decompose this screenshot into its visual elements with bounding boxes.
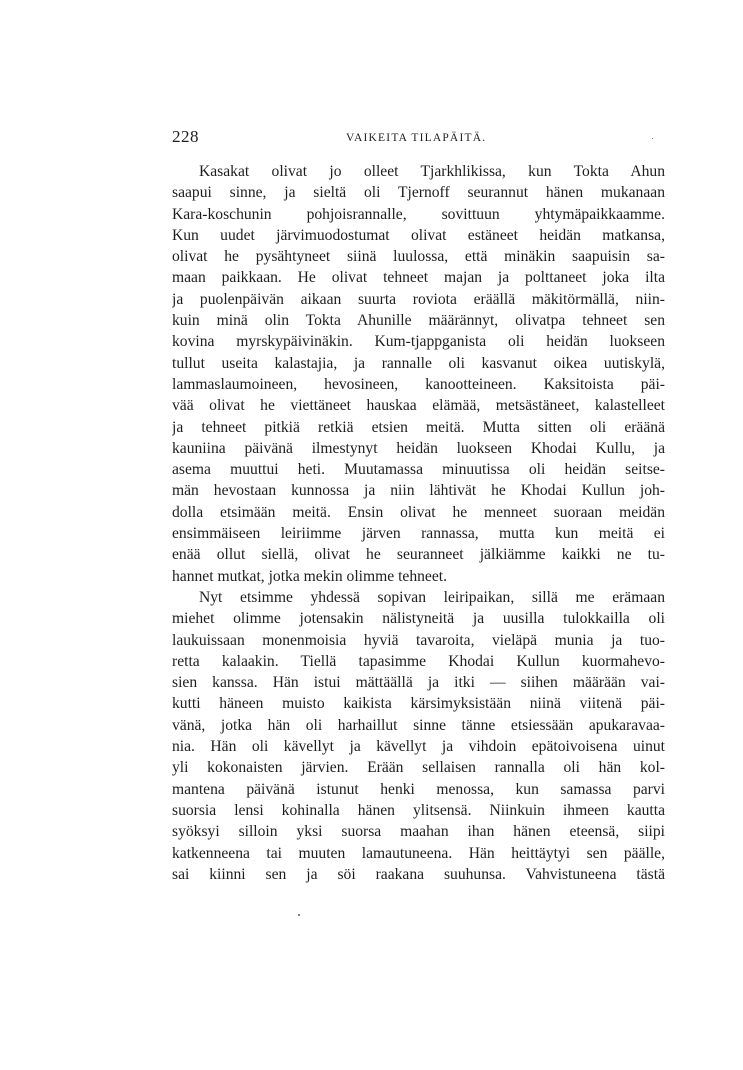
print-speck	[652, 138, 653, 139]
page-number: 228	[172, 127, 199, 146]
text-line: Nyt etsimme yhdessä sopivan leiripaikan, sillä me erämaan	[199, 588, 665, 606]
text-line: suorsia lensi kohinalla hänen ylitsensä. Niinkuin ihmeen kautta	[172, 801, 665, 819]
text-line: saapui sinne, ja sieltä oli Tjernoff seurannut hänen mukanaan	[172, 184, 665, 202]
text-line: lammaslaumoineen, hevosineen, kanootteineen. Kaksitoista päi-	[172, 375, 665, 393]
text-line: Kara-koschunin pohjoisrannalle, sovittuun yhtymäpaikkaamme.	[172, 205, 665, 223]
text-line: mantena päivänä istunut henki menossa, kun samassa parvi	[172, 780, 665, 798]
text-line: retta kalaakin. Tiellä tapasimme Khodai Kullun kuormahevo-	[172, 652, 665, 670]
text-line: vää olivat he viettäneet hauskaa elämää, metsästäneet, kalastelleet	[172, 397, 665, 415]
text-line: sien kanssa. Hän istui mättäällä ja itki — siihen määrään vai-	[172, 674, 665, 692]
text-line: män hevostaan kunnossa ja niin lähtivät he Khodai Kullun joh-	[172, 482, 665, 500]
text-line: ja puolenpäivän aikaan suurta roviota eräällä mäkitörmällä, niin-	[172, 290, 665, 308]
text-line: asema muuttui heti. Muutamassa minuutissa oli heidän seitse-	[172, 461, 665, 479]
print-speck	[298, 914, 300, 916]
text-line: hannet mutkat, jotka mekin olimme tehneet.	[172, 567, 447, 585]
text-line: enää ollut siellä, olivat he seuranneet jälkiämme kaikki ne tu-	[172, 546, 665, 564]
text-line: dolla etsimään meitä. Ensin olivat he menneet suoraan meidän	[172, 503, 665, 521]
text-line: maan paikkaan. He olivat tehneet majan ja polttaneet joka ilta	[172, 269, 665, 287]
text-line: nia. Hän oli kävellyt ja kävellyt ja vihdoin epätoivoisena uinut	[172, 738, 665, 756]
text-line: kutti häneen muisto kaikista kärsimyksistään niinä viitenä päi-	[172, 695, 665, 713]
text-line: Kasakat olivat jo olleet Tjarkhlikissa, kun Tokta Ahun	[199, 163, 665, 180]
text-line: yli kokonaisten järvien. Erään sellaisen rannalla oli hän kol-	[172, 759, 665, 777]
text-line: kovina myrskypäivinäkin. Kum-tjappganista oli heidän luokseen	[172, 333, 665, 351]
text-line: sai kiinni sen ja söi raakana suuhunsa. Vahvistuneena tästä	[172, 865, 665, 883]
text-line: laukuissaan monenmoisia hyviä tavaroita, vieläpä munia ja tuo-	[172, 631, 665, 649]
text-line: olivat he pysähtyneet siinä luulossa, että minäkin saapuisin sa-	[172, 248, 665, 266]
text-line: ja tehneet pitkiä retkiä etsien meitä. Mutta sitten oli eräänä	[172, 418, 665, 436]
running-title: VAIKEITA TILAPÄITÄ.	[346, 132, 487, 144]
paragraph	[172, 587, 665, 885]
text-line: katkenneena tai muuten lamautuneena. Hän heittäytyi sen päälle,	[172, 844, 665, 862]
text-line: kuin minä olin Tokta Ahunille määrännyt, olivatpa tehneet sen	[172, 312, 665, 330]
text-line: miehet olimme jotensakin nälistyneitä ja uusilla tulokkailla oli	[172, 610, 665, 628]
text-line: tullut useita kalastajia, ja rannalle oli kasvanut oikea uutiskylä,	[172, 354, 665, 372]
text-line: ensimmäiseen leiriimme järven rannassa, mutta kun meitä ei	[172, 525, 665, 543]
text-line: Kun uudet järvimuodostumat olivat estäneet heidän matkansa,	[172, 226, 665, 244]
body-text	[172, 161, 665, 885]
text-line: vänä, jotka hän oli harhaillut sinne tänne etsiessään apukaravaa-	[172, 716, 665, 734]
paragraph	[172, 161, 665, 587]
text-line: syöksyi silloin yksi suorsa maahan ihan hänen eteensä, siipi	[172, 823, 665, 841]
text-line: kauniina päivänä ilmestynyt heidän luokseen Khodai Kullu, ja	[172, 439, 665, 457]
